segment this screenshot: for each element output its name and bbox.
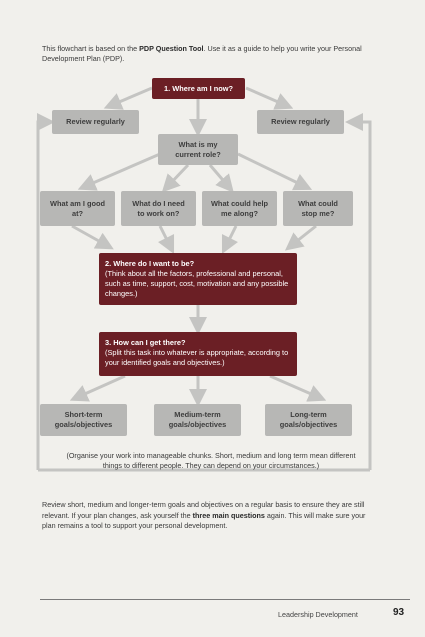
arrow-good-at-q2 bbox=[72, 226, 106, 245]
loop-right bbox=[354, 122, 370, 470]
box-long-term-label: Long-term goals/objectives bbox=[279, 410, 338, 429]
box-help-along-label: What could help me along? bbox=[210, 198, 269, 218]
arrow-help-along-q2 bbox=[226, 226, 236, 246]
box-how-can-i-get-there bbox=[99, 332, 297, 376]
box-help-along bbox=[202, 191, 277, 226]
box-where-do-i-want-to-be bbox=[99, 253, 297, 305]
arrow-role-help-along bbox=[210, 165, 228, 186]
arrow-role-need-work bbox=[168, 165, 188, 186]
intro-tool-name: PDP Question Tool bbox=[139, 44, 204, 53]
box-need-work bbox=[121, 191, 196, 226]
review-text-before: Review short, medium and longer-term goals and objectives on a regular basis to ensure they are still relevant. If your plan changes, ask yourself the bbox=[42, 500, 365, 520]
box-q2-body: (Think about all the factors, professional and personal, such as time, support, cost, motivation and any possible changes.) bbox=[105, 269, 289, 298]
box-where-am-i-now bbox=[152, 78, 245, 99]
box-where-am-i-now-label: 1. Where am I now? bbox=[164, 83, 233, 93]
arrow-stop-me-q2 bbox=[292, 226, 316, 245]
box-need-work-label: What do I need to work on? bbox=[132, 198, 185, 218]
box-review-right bbox=[257, 110, 344, 134]
box-medium-term-label: Medium-term goals/objectives bbox=[168, 410, 227, 429]
footer-label: Leadership Development bbox=[278, 610, 358, 619]
arrow-role-stop-me bbox=[238, 154, 304, 186]
flowchart-note: (Organise your work into manageable chunks. Short, medium and long term mean different things to different people. They can depend on your circumstances.) bbox=[66, 451, 356, 470]
arrow-q1-review-right bbox=[246, 88, 285, 105]
review-text-after: again. This will make sure your plan remains a tool to support your personal development. bbox=[42, 510, 366, 530]
box-q3-title: 3. How can I get there? bbox=[105, 338, 186, 347]
box-good-at bbox=[40, 191, 115, 226]
box-q3-body: (Split this task into whatever is appropriate, according to your identified goals and objectives.) bbox=[105, 348, 289, 367]
arrow-q3-long bbox=[270, 376, 318, 397]
box-stop-me bbox=[283, 191, 353, 226]
box-review-left-label: Review regularly bbox=[66, 117, 125, 126]
box-q2-title: 2. Where do I want to be? bbox=[105, 259, 195, 268]
arrow-q3-short bbox=[78, 376, 125, 397]
box-review-right-label: Review regularly bbox=[271, 117, 330, 126]
box-medium-term bbox=[154, 404, 241, 436]
box-short-term-label: Short-term goals/objectives bbox=[54, 410, 113, 429]
box-current-role-label: What is my current role? bbox=[175, 139, 221, 159]
box-good-at-label: What am I good at? bbox=[50, 198, 106, 218]
review-paragraph bbox=[42, 500, 377, 532]
page-number: 93 bbox=[393, 607, 405, 618]
intro-paragraph bbox=[42, 44, 372, 64]
box-short-term bbox=[40, 404, 127, 436]
arrow-need-work-q2 bbox=[160, 226, 170, 246]
box-long-term bbox=[265, 404, 352, 436]
box-current-role bbox=[158, 134, 238, 165]
box-stop-me-label: What could stop me? bbox=[298, 198, 338, 218]
intro-text-before: This flowchart is based on the bbox=[42, 44, 140, 53]
arrow-q1-review-left bbox=[112, 88, 152, 105]
intro-text-after: . Use it as a guide to help you write your Personal Development Plan (PDP). bbox=[42, 44, 362, 63]
footer-rule bbox=[40, 599, 410, 600]
box-review-left bbox=[52, 110, 139, 134]
review-emphasis: three main questions bbox=[192, 510, 265, 520]
arrow-role-good-at bbox=[86, 154, 160, 186]
